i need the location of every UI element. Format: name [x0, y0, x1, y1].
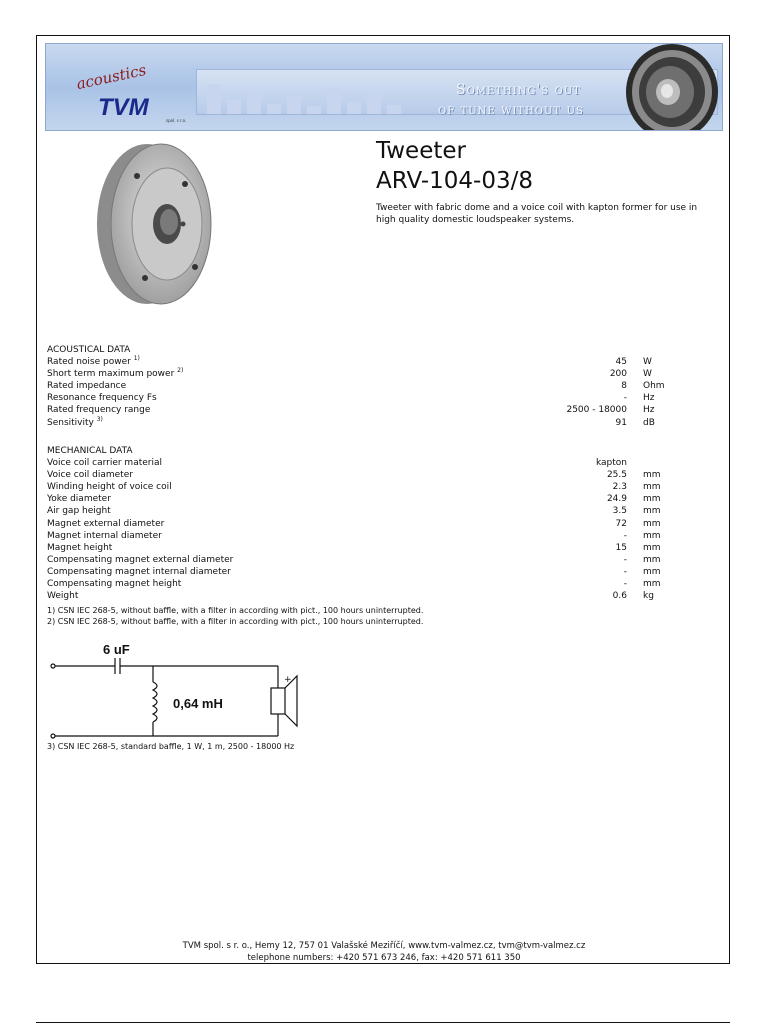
footer-phone: telephone numbers: +420 571 673 246, fax: +420 571 611 350 — [247, 953, 521, 963]
slogan-line-1: Something's out — [456, 82, 581, 98]
row-value: - — [623, 579, 627, 590]
data-row — [47, 368, 687, 380]
row-unit: mm — [643, 470, 661, 481]
data-row — [47, 566, 687, 578]
acoustical-data-section — [47, 344, 687, 429]
polarity-mark: + — [284, 675, 292, 685]
row-unit: Hz — [643, 393, 655, 404]
row-value: 200 — [609, 369, 627, 380]
row-label: Rated impedance — [47, 381, 127, 392]
company-footer — [37, 940, 731, 964]
row-unit: mm — [643, 518, 661, 529]
data-row — [47, 356, 687, 368]
row-value: 0.6 — [612, 591, 627, 602]
row-value: 91 — [615, 417, 627, 428]
footnotes — [47, 606, 423, 627]
row-value: - — [623, 566, 627, 577]
section-heading: ACOUSTICAL DATA — [47, 345, 131, 355]
row-unit: mm — [643, 542, 661, 553]
row-unit: Hz — [643, 405, 655, 416]
crossover-circuit-diagram — [45, 642, 315, 742]
slogan-line-2: of tune without us — [438, 102, 584, 118]
row-unit: mm — [643, 530, 661, 541]
section-heading: MECHANICAL DATA — [47, 446, 133, 456]
logo-script-text: acoustics — [74, 60, 148, 94]
data-row — [47, 493, 687, 505]
data-row — [47, 417, 687, 429]
page-bottom-rule — [36, 1022, 730, 1023]
inductor-label: 0,64 mH — [173, 696, 223, 711]
row-value: 25.5 — [606, 470, 627, 481]
row-value: 15 — [615, 542, 627, 553]
data-row — [47, 578, 687, 590]
row-label: Yoke diameter — [47, 494, 111, 505]
footnote-3: 3) CSN IEC 268-5, standard baffle, 1 W, 1 m, 2500 - 18000 Hz — [47, 742, 295, 751]
footer-address: TVM spol. s r. o., Hemy 12, 757 01 Valašské Meziříčí, www.tvm-valmez.cz, tvm@tvm-valmez.cz — [182, 941, 586, 951]
row-label: Magnet internal diameter — [47, 530, 162, 541]
row-unit: mm — [643, 566, 661, 577]
woofer-image — [612, 43, 722, 131]
row-unit: Ohm — [643, 381, 665, 392]
row-unit: mm — [643, 506, 661, 517]
data-row — [47, 542, 687, 554]
logo-subtext: spol. s r.o. — [166, 118, 187, 123]
row-value: 2500 - 18000 — [566, 405, 627, 416]
data-row — [47, 380, 687, 392]
row-value: 24.9 — [606, 494, 627, 505]
data-row — [47, 505, 687, 517]
row-label: Rated frequency range — [47, 405, 151, 416]
row-unit: mm — [643, 554, 661, 565]
product-description: Tweeter with fabric dome and a voice coil with kapton former for use in high quality domestic loudspeaker systems. — [376, 203, 698, 225]
row-value: kapton — [595, 458, 627, 469]
row-label: Magnet external diameter — [47, 518, 165, 529]
company-logo: TVM — [98, 94, 149, 121]
mechanical-data-section — [47, 445, 687, 602]
row-value: 8 — [621, 381, 627, 392]
footnote-1: 1) CSN IEC 268-5, without baffle, with a filter in according with pict., 100 hours uninterrupted. — [47, 606, 424, 615]
slogan — [438, 80, 584, 120]
row-value: 45 — [615, 357, 627, 368]
row-label: Winding height of voice coil — [47, 482, 172, 493]
row-label: Voice coil diameter — [47, 470, 133, 481]
row-value: - — [623, 530, 627, 541]
row-value: 2.3 — [612, 482, 627, 493]
tweeter-image — [95, 142, 215, 307]
product-title — [376, 136, 533, 196]
datasheet-page — [36, 35, 730, 964]
footnote-2: 2) CSN IEC 268-5, without baffle, with a filter in according with pict., 100 hours uninterrupted. — [47, 616, 424, 626]
row-label: Compensating magnet external diameter — [47, 554, 234, 565]
row-label: Compensating magnet height — [47, 579, 182, 590]
row-unit: dB — [643, 417, 655, 428]
row-value: 72 — [615, 518, 627, 529]
row-value: - — [623, 554, 627, 565]
row-label: Air gap height — [47, 506, 111, 517]
data-row — [47, 590, 687, 602]
data-row — [47, 518, 687, 530]
row-label: Sensitivity $^{3)}$ — [47, 415, 103, 428]
row-label: Magnet height — [47, 542, 113, 553]
row-unit: mm — [643, 494, 661, 505]
row-unit: W — [643, 357, 652, 368]
row-value: 3.5 — [612, 506, 627, 517]
product-model: ARV-104-03/8 — [376, 168, 533, 194]
footnote-ref: 3) — [96, 415, 103, 423]
row-label: Voice coil carrier material — [47, 458, 162, 469]
row-label: Resonance frequency Fs — [47, 393, 157, 404]
row-label: Weight — [47, 591, 79, 602]
data-row — [47, 392, 687, 404]
row-label: Short term maximum power $^{2)}$ — [47, 367, 184, 380]
row-unit: mm — [643, 482, 661, 493]
footnote-ref: 2) — [177, 367, 184, 375]
row-label: Rated noise power $^{1)}$ — [47, 355, 140, 368]
header-banner — [45, 43, 723, 131]
data-row — [47, 457, 687, 469]
row-value: - — [623, 393, 627, 404]
row-unit: kg — [643, 591, 654, 602]
data-row — [47, 530, 687, 542]
data-row — [47, 554, 687, 566]
product-category: Tweeter — [376, 138, 466, 164]
row-unit: mm — [643, 579, 661, 590]
footnote-ref: 1) — [133, 355, 140, 363]
row-label: Compensating magnet internal diameter — [47, 566, 231, 577]
capacitor-label: 6 uF — [103, 642, 130, 657]
data-row — [47, 481, 687, 493]
data-row — [47, 404, 687, 416]
row-unit: W — [643, 369, 652, 380]
data-row — [47, 469, 687, 481]
